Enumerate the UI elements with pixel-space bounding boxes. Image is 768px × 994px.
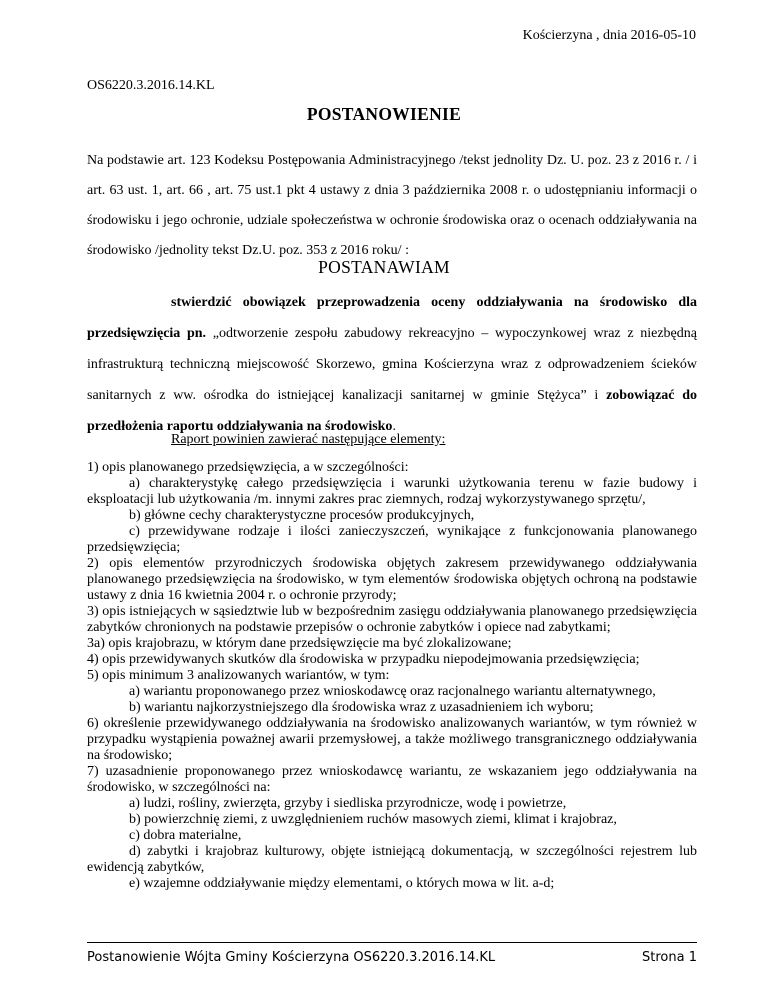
decision-quote: „odtworzenie zespołu zabudowy rekreacyjno – wypoczynkowej wraz z niezbędną infrastrukturą techniczną miejscowość Skorzewo, gmina Kościerzyna wraz z odprowadzeniem ścieków sanitarnych z ww. ośrodka do istniejącej kanalizacji sanitarnej w gminie Stężyca” i <box>87 326 697 403</box>
requirement-item: 4) opis przewidywanych skutków dla środowiska w przypadku niepodejmowania przedsięwzięcia; <box>87 652 640 667</box>
requirement-item: 2) opis elementów przyrodniczych środowiska objętych zakresem przewidywanego oddziaływania planowanego przedsięwzięcia na środowisko, w tym elementów środowiska objętych ochroną na podstawie ustawy z dnia 16 kwietnia 2004 r. o ochronie przyrody; <box>87 556 697 603</box>
requirements-list <box>87 460 697 892</box>
requirement-item: d) zabytki i krajobraz kulturowy, objęte istniejącą dokumentacją, w szczególności rejestrem lub ewidencją zabytków, <box>87 844 697 875</box>
decision-bold-1: stwierdzić obowiązek przeprowadzenia oceny oddziaływania na środowisko dla przedsięwzięcia pn. <box>87 295 697 341</box>
requirements-heading: Raport powinien zawierać następujące elementy: <box>171 432 446 447</box>
requirement-item: 1) opis planowanego przedsięwzięcia, a w szczególności: <box>87 460 409 475</box>
date-line: Kościerzyna , dnia 2016-05-10 <box>522 28 696 43</box>
decision-end: . <box>392 419 396 434</box>
requirement-item: c) przewidywane rodzaje i ilości zanieczyszczeń, wynikające z funkcjonowania planowanego przedsięwzięcia; <box>87 524 697 555</box>
decision-paragraph <box>87 287 697 442</box>
requirement-item: 3a) opis krajobrazu, w którym dane przedsięwzięcie ma być zlokalizowane; <box>87 636 512 651</box>
requirement-item: b) powierzchnię ziemi, z uwzględnieniem ruchów masowych ziemi, klimat i krajobraz, <box>129 812 617 827</box>
requirement-item: b) główne cechy charakterystyczne procesów produkcyjnych, <box>129 508 475 523</box>
requirement-item: 5) opis minimum 3 analizowanych wariantów, w tym: <box>87 668 390 683</box>
requirement-item: 3) opis istniejących w sąsiedztwie lub w bezpośrednim zasięgu oddziaływania planowanego przedsięwzięcia zabytków chronionych na podstawie przepisów o ochronie zabytków i opiece nad zabytkami; <box>87 604 697 635</box>
requirement-item: a) ludzi, rośliny, zwierzęta, grzyby i siedliska przyrodnicze, wodę i powietrze, <box>129 796 567 811</box>
requirement-item: e) wzajemne oddziaływanie między elementami, o których mowa w lit. a-d; <box>129 876 555 891</box>
requirement-item: a) charakterystykę całego przedsięwzięcia i warunki użytkowania terenu w fazie budowy i eksploatacji lub użytkowania /m. innymi zakres prac ziemnych, rodzaj wykorzystywanego sprzętu/, <box>87 476 697 507</box>
footer-document-title: Postanowienie Wójta Gminy Kościerzyna OS6220.3.2016.14.KL <box>87 950 496 965</box>
requirement-item: 7) uzasadnienie proponowanego przez wnioskodawcę wariantu, ze wskazaniem jego oddziaływania na środowisko, w szczególności na: <box>87 764 697 795</box>
requirement-item: b) wariantu najkorzystniejszego dla środowiska wraz z uzasadnieniem ich wyboru; <box>129 700 594 715</box>
requirement-item: a) wariantu proponowanego przez wnioskodawcę oraz racjonalnego wariantu alternatywnego, <box>129 684 656 699</box>
decree-heading: POSTANAWIAM <box>318 257 450 277</box>
footer-divider <box>87 942 697 943</box>
requirement-item: 6) określenie przewidywanego oddziaływania na środowisko analizowanych wariantów, w tym również w przypadku wystąpienia poważnej awarii przemysłowej, a także możliwego transgranicznego oddziaływania na środowisko; <box>87 716 697 763</box>
document-title: POSTANOWIENIE <box>306 104 462 124</box>
decision-bold-2: zobowiązać do przedłożenia raportu oddziaływania na środowisko <box>87 388 698 434</box>
reference-number: OS6220.3.2016.14.KL <box>87 78 215 93</box>
legal-basis-paragraph: Na podstawie art. 123 Kodeksu Postępowania Administracyjnego /tekst jednolity Dz. U. poz. 23 z 2016 r. / i art. 63 ust. 1, art. 66 , art. 75 ust.1 pkt 4 ustawy z dnia 3 października 2008 r. o udostępnianiu informacji o środowisku i jego ochronie, udziale społeczeństwa w ochronie środowiska oraz o ocenach oddziaływania na środowisko /jednolity tekst Dz.U. poz. 353 z 2016 roku/ : <box>87 153 697 258</box>
footer-page-number: Strona 1 <box>642 950 697 965</box>
requirement-item: c) dobra materialne, <box>129 828 242 843</box>
